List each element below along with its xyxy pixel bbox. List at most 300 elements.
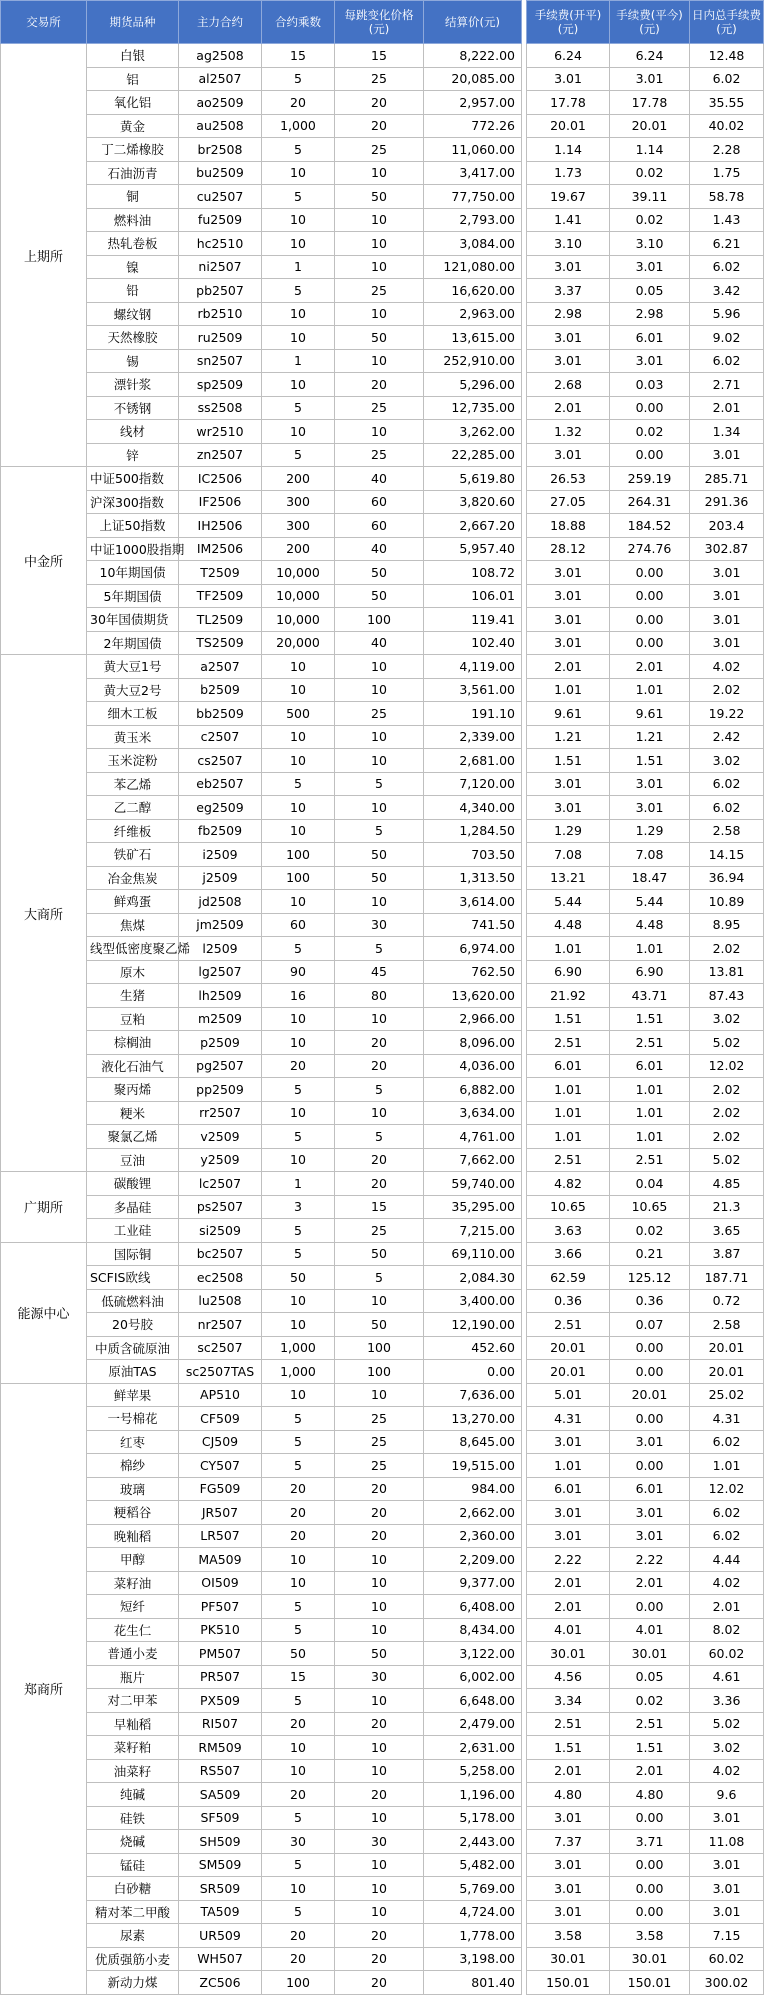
cell-fee-close-today[interactable]: 0.00 bbox=[610, 1407, 690, 1431]
cell-multiplier[interactable]: 1 bbox=[262, 255, 335, 279]
cell-fee-open-close[interactable]: 10.65 bbox=[527, 1195, 610, 1219]
cell-fee-day-total[interactable]: 12.02 bbox=[690, 1477, 764, 1501]
table-row[interactable] bbox=[1, 1524, 764, 1548]
cell-fee-day-total[interactable]: 3.01 bbox=[690, 443, 764, 467]
cell-tick-value[interactable]: 10 bbox=[335, 1759, 424, 1783]
cell-fee-open-close[interactable]: 2.01 bbox=[527, 1571, 610, 1595]
cell-contract[interactable]: ru2509 bbox=[179, 326, 262, 350]
cell-settle-price[interactable]: 3,820.60 bbox=[424, 490, 522, 514]
cell-exchange[interactable]: 中金所 bbox=[1, 467, 87, 655]
cell-contract[interactable]: rb2510 bbox=[179, 302, 262, 326]
cell-fee-day-total[interactable]: 3.42 bbox=[690, 279, 764, 303]
cell-settle-price[interactable]: 8,096.00 bbox=[424, 1031, 522, 1055]
cell-fee-open-close[interactable]: 3.10 bbox=[527, 232, 610, 256]
table-row[interactable] bbox=[1, 1618, 764, 1642]
cell-multiplier[interactable]: 200 bbox=[262, 467, 335, 491]
cell-tick-value[interactable]: 25 bbox=[335, 443, 424, 467]
cell-contract[interactable]: sc2507 bbox=[179, 1336, 262, 1360]
cell-contract[interactable]: cu2507 bbox=[179, 185, 262, 209]
cell-multiplier[interactable]: 10 bbox=[262, 1031, 335, 1055]
cell-product[interactable]: 苯乙烯 bbox=[87, 772, 179, 796]
cell-product[interactable]: 20号胶 bbox=[87, 1313, 179, 1337]
cell-fee-close-today[interactable]: 184.52 bbox=[610, 514, 690, 538]
cell-multiplier[interactable]: 100 bbox=[262, 843, 335, 867]
table-row[interactable] bbox=[1, 1830, 764, 1854]
cell-multiplier[interactable]: 1 bbox=[262, 1172, 335, 1196]
cell-contract[interactable]: a2507 bbox=[179, 655, 262, 679]
cell-fee-open-close[interactable]: 2.68 bbox=[527, 373, 610, 397]
cell-multiplier[interactable]: 20,000 bbox=[262, 631, 335, 655]
cell-tick-value[interactable]: 30 bbox=[335, 1665, 424, 1689]
cell-product[interactable]: 聚丙烯 bbox=[87, 1078, 179, 1102]
cell-tick-value[interactable]: 10 bbox=[335, 1101, 424, 1125]
table-row[interactable] bbox=[1, 537, 764, 561]
cell-tick-value[interactable]: 10 bbox=[335, 161, 424, 185]
cell-fee-close-today[interactable]: 1.14 bbox=[610, 138, 690, 162]
table-row[interactable] bbox=[1, 1195, 764, 1219]
cell-multiplier[interactable]: 10 bbox=[262, 749, 335, 773]
cell-multiplier[interactable]: 10 bbox=[262, 326, 335, 350]
cell-fee-day-total[interactable]: 9.02 bbox=[690, 326, 764, 350]
cell-settle-price[interactable]: 13,620.00 bbox=[424, 984, 522, 1008]
cell-contract[interactable]: bc2507 bbox=[179, 1242, 262, 1266]
cell-fee-open-close[interactable]: 3.01 bbox=[527, 255, 610, 279]
cell-product[interactable]: 短纤 bbox=[87, 1595, 179, 1619]
cell-settle-price[interactable]: 5,296.00 bbox=[424, 373, 522, 397]
cell-fee-open-close[interactable]: 1.01 bbox=[527, 1101, 610, 1125]
cell-contract[interactable]: IC2506 bbox=[179, 467, 262, 491]
cell-product[interactable]: 氧化铝 bbox=[87, 91, 179, 115]
table-row[interactable] bbox=[1, 631, 764, 655]
cell-fee-close-today[interactable]: 1.01 bbox=[610, 1101, 690, 1125]
cell-tick-value[interactable]: 50 bbox=[335, 843, 424, 867]
cell-tick-value[interactable]: 20 bbox=[335, 1783, 424, 1807]
cell-fee-day-total[interactable]: 3.01 bbox=[690, 1900, 764, 1924]
cell-multiplier[interactable]: 10 bbox=[262, 1289, 335, 1313]
cell-product[interactable]: 30年国债期货 bbox=[87, 608, 179, 632]
cell-product[interactable]: 冶金焦炭 bbox=[87, 866, 179, 890]
cell-product[interactable]: 线材 bbox=[87, 420, 179, 444]
cell-fee-open-close[interactable]: 5.01 bbox=[527, 1383, 610, 1407]
cell-exchange[interactable]: 广期所 bbox=[1, 1172, 87, 1243]
cell-tick-value[interactable]: 60 bbox=[335, 490, 424, 514]
cell-contract[interactable]: FG509 bbox=[179, 1477, 262, 1501]
cell-product[interactable]: 天然橡胶 bbox=[87, 326, 179, 350]
cell-multiplier[interactable]: 20 bbox=[262, 1501, 335, 1525]
cell-fee-close-today[interactable]: 0.02 bbox=[610, 420, 690, 444]
table-row[interactable] bbox=[1, 1454, 764, 1478]
cell-multiplier[interactable]: 10 bbox=[262, 725, 335, 749]
cell-product[interactable]: 精对苯二甲酸 bbox=[87, 1900, 179, 1924]
cell-fee-open-close[interactable]: 2.01 bbox=[527, 1759, 610, 1783]
cell-fee-day-total[interactable]: 6.02 bbox=[690, 1430, 764, 1454]
cell-contract[interactable]: l2509 bbox=[179, 937, 262, 961]
cell-fee-close-today[interactable]: 259.19 bbox=[610, 467, 690, 491]
cell-tick-value[interactable]: 10 bbox=[335, 302, 424, 326]
table-row[interactable] bbox=[1, 1806, 764, 1830]
cell-tick-value[interactable]: 10 bbox=[335, 208, 424, 232]
cell-contract[interactable]: wr2510 bbox=[179, 420, 262, 444]
cell-tick-value[interactable]: 25 bbox=[335, 1219, 424, 1243]
cell-fee-open-close[interactable]: 30.01 bbox=[527, 1947, 610, 1971]
table-row[interactable] bbox=[1, 1219, 764, 1243]
cell-fee-day-total[interactable]: 3.65 bbox=[690, 1219, 764, 1243]
table-row[interactable] bbox=[1, 1336, 764, 1360]
cell-fee-day-total[interactable]: 8.95 bbox=[690, 913, 764, 937]
table-row[interactable] bbox=[1, 1125, 764, 1149]
cell-product[interactable]: 聚氯乙烯 bbox=[87, 1125, 179, 1149]
cell-contract[interactable]: AP510 bbox=[179, 1383, 262, 1407]
cell-fee-day-total[interactable]: 285.71 bbox=[690, 467, 764, 491]
cell-fee-open-close[interactable]: 3.63 bbox=[527, 1219, 610, 1243]
cell-fee-open-close[interactable]: 5.44 bbox=[527, 890, 610, 914]
cell-contract[interactable]: PM507 bbox=[179, 1642, 262, 1666]
cell-settle-price[interactable]: 452.60 bbox=[424, 1336, 522, 1360]
cell-multiplier[interactable]: 30 bbox=[262, 1830, 335, 1854]
cell-settle-price[interactable]: 7,215.00 bbox=[424, 1219, 522, 1243]
cell-tick-value[interactable]: 10 bbox=[335, 232, 424, 256]
cell-settle-price[interactable]: 191.10 bbox=[424, 702, 522, 726]
cell-fee-day-total[interactable]: 3.01 bbox=[690, 584, 764, 608]
cell-product[interactable]: 纯碱 bbox=[87, 1783, 179, 1807]
table-row[interactable] bbox=[1, 960, 764, 984]
cell-tick-value[interactable]: 50 bbox=[335, 185, 424, 209]
cell-settle-price[interactable]: 3,614.00 bbox=[424, 890, 522, 914]
cell-contract[interactable]: RM509 bbox=[179, 1736, 262, 1760]
cell-tick-value[interactable]: 5 bbox=[335, 937, 424, 961]
cell-tick-value[interactable]: 30 bbox=[335, 913, 424, 937]
cell-fee-close-today[interactable]: 3.01 bbox=[610, 255, 690, 279]
cell-fee-day-total[interactable]: 3.02 bbox=[690, 1736, 764, 1760]
cell-fee-close-today[interactable]: 4.01 bbox=[610, 1618, 690, 1642]
cell-settle-price[interactable]: 11,060.00 bbox=[424, 138, 522, 162]
cell-product[interactable]: 中证1000股指期 bbox=[87, 537, 179, 561]
cell-product[interactable]: 新动力煤 bbox=[87, 1971, 179, 1995]
cell-tick-value[interactable]: 80 bbox=[335, 984, 424, 1008]
cell-multiplier[interactable]: 100 bbox=[262, 866, 335, 890]
cell-fee-close-today[interactable]: 0.00 bbox=[610, 631, 690, 655]
cell-fee-close-today[interactable]: 1.51 bbox=[610, 1736, 690, 1760]
cell-fee-open-close[interactable]: 1.01 bbox=[527, 1454, 610, 1478]
cell-fee-day-total[interactable]: 2.58 bbox=[690, 1313, 764, 1337]
cell-contract[interactable]: ag2508 bbox=[179, 44, 262, 68]
cell-contract[interactable]: SF509 bbox=[179, 1806, 262, 1830]
cell-settle-price[interactable]: 3,417.00 bbox=[424, 161, 522, 185]
cell-contract[interactable]: b2509 bbox=[179, 678, 262, 702]
cell-contract[interactable]: br2508 bbox=[179, 138, 262, 162]
cell-tick-value[interactable]: 50 bbox=[335, 866, 424, 890]
cell-fee-day-total[interactable]: 60.02 bbox=[690, 1642, 764, 1666]
cell-settle-price[interactable]: 20,085.00 bbox=[424, 67, 522, 91]
cell-fee-close-today[interactable]: 10.65 bbox=[610, 1195, 690, 1219]
cell-tick-value[interactable]: 10 bbox=[335, 420, 424, 444]
cell-tick-value[interactable]: 20 bbox=[335, 1148, 424, 1172]
cell-multiplier[interactable]: 10 bbox=[262, 1313, 335, 1337]
cell-contract[interactable]: PR507 bbox=[179, 1665, 262, 1689]
cell-fee-close-today[interactable]: 7.08 bbox=[610, 843, 690, 867]
cell-fee-close-today[interactable]: 2.98 bbox=[610, 302, 690, 326]
cell-tick-value[interactable]: 40 bbox=[335, 631, 424, 655]
cell-product[interactable]: 早籼稻 bbox=[87, 1712, 179, 1736]
table-row[interactable] bbox=[1, 1172, 764, 1196]
cell-fee-day-total[interactable]: 4.61 bbox=[690, 1665, 764, 1689]
cell-multiplier[interactable]: 20 bbox=[262, 1477, 335, 1501]
cell-fee-open-close[interactable]: 3.01 bbox=[527, 631, 610, 655]
table-row[interactable] bbox=[1, 490, 764, 514]
cell-contract[interactable]: ni2507 bbox=[179, 255, 262, 279]
header-fee-close-today[interactable]: 手续费(平今)(元) bbox=[610, 1, 690, 44]
cell-tick-value[interactable]: 30 bbox=[335, 1830, 424, 1854]
cell-product[interactable]: 粳米 bbox=[87, 1101, 179, 1125]
header-contract[interactable]: 主力合约 bbox=[179, 1, 262, 44]
cell-fee-day-total[interactable]: 2.02 bbox=[690, 1078, 764, 1102]
cell-product[interactable]: 低硫燃料油 bbox=[87, 1289, 179, 1313]
cell-multiplier[interactable]: 1,000 bbox=[262, 114, 335, 138]
cell-contract[interactable]: TL2509 bbox=[179, 608, 262, 632]
cell-settle-price[interactable]: 2,963.00 bbox=[424, 302, 522, 326]
cell-tick-value[interactable]: 25 bbox=[335, 1430, 424, 1454]
cell-contract[interactable]: eg2509 bbox=[179, 796, 262, 820]
cell-product[interactable]: 一号棉花 bbox=[87, 1407, 179, 1431]
cell-multiplier[interactable]: 1 bbox=[262, 349, 335, 373]
cell-fee-open-close[interactable]: 17.78 bbox=[527, 91, 610, 115]
cell-settle-price[interactable]: 4,119.00 bbox=[424, 655, 522, 679]
cell-multiplier[interactable]: 16 bbox=[262, 984, 335, 1008]
table-row[interactable] bbox=[1, 1900, 764, 1924]
table-row[interactable] bbox=[1, 1383, 764, 1407]
table-row[interactable] bbox=[1, 1101, 764, 1125]
cell-multiplier[interactable]: 10 bbox=[262, 232, 335, 256]
cell-product[interactable]: 瓶片 bbox=[87, 1665, 179, 1689]
cell-contract[interactable]: TA509 bbox=[179, 1900, 262, 1924]
cell-fee-close-today[interactable]: 2.51 bbox=[610, 1148, 690, 1172]
cell-fee-open-close[interactable]: 9.61 bbox=[527, 702, 610, 726]
cell-tick-value[interactable]: 40 bbox=[335, 467, 424, 491]
cell-multiplier[interactable]: 20 bbox=[262, 1054, 335, 1078]
cell-fee-close-today[interactable]: 3.01 bbox=[610, 1430, 690, 1454]
cell-tick-value[interactable]: 40 bbox=[335, 537, 424, 561]
cell-contract[interactable]: pp2509 bbox=[179, 1078, 262, 1102]
cell-multiplier[interactable]: 5 bbox=[262, 1595, 335, 1619]
cell-fee-open-close[interactable]: 3.34 bbox=[527, 1689, 610, 1713]
cell-product[interactable]: 粳稻谷 bbox=[87, 1501, 179, 1525]
header-fee-day-total[interactable]: 日内总手续费(元) bbox=[690, 1, 764, 44]
table-row[interactable] bbox=[1, 702, 764, 726]
cell-fee-day-total[interactable]: 0.72 bbox=[690, 1289, 764, 1313]
cell-fee-close-today[interactable]: 3.01 bbox=[610, 796, 690, 820]
cell-fee-close-today[interactable]: 0.00 bbox=[610, 443, 690, 467]
cell-product[interactable]: 生猪 bbox=[87, 984, 179, 1008]
cell-settle-price[interactable]: 35,295.00 bbox=[424, 1195, 522, 1219]
cell-fee-close-today[interactable]: 4.48 bbox=[610, 913, 690, 937]
table-row[interactable] bbox=[1, 1665, 764, 1689]
cell-multiplier[interactable]: 10 bbox=[262, 1736, 335, 1760]
cell-fee-day-total[interactable]: 3.01 bbox=[690, 1853, 764, 1877]
cell-product[interactable]: 铅 bbox=[87, 279, 179, 303]
cell-tick-value[interactable]: 20 bbox=[335, 114, 424, 138]
cell-contract[interactable]: lu2508 bbox=[179, 1289, 262, 1313]
table-row[interactable] bbox=[1, 91, 764, 115]
cell-product[interactable]: 焦煤 bbox=[87, 913, 179, 937]
cell-fee-open-close[interactable]: 3.01 bbox=[527, 1430, 610, 1454]
cell-fee-open-close[interactable]: 6.01 bbox=[527, 1054, 610, 1078]
cell-product[interactable]: 鲜鸡蛋 bbox=[87, 890, 179, 914]
cell-fee-day-total[interactable]: 1.43 bbox=[690, 208, 764, 232]
cell-multiplier[interactable]: 20 bbox=[262, 91, 335, 115]
table-row[interactable] bbox=[1, 349, 764, 373]
cell-tick-value[interactable]: 60 bbox=[335, 514, 424, 538]
table-row[interactable] bbox=[1, 67, 764, 91]
cell-fee-day-total[interactable]: 6.02 bbox=[690, 67, 764, 91]
cell-product[interactable]: 烧碱 bbox=[87, 1830, 179, 1854]
cell-settle-price[interactable]: 8,434.00 bbox=[424, 1618, 522, 1642]
cell-tick-value[interactable]: 50 bbox=[335, 326, 424, 350]
cell-settle-price[interactable]: 59,740.00 bbox=[424, 1172, 522, 1196]
cell-fee-open-close[interactable]: 4.82 bbox=[527, 1172, 610, 1196]
cell-fee-day-total[interactable]: 6.21 bbox=[690, 232, 764, 256]
cell-multiplier[interactable]: 10 bbox=[262, 1101, 335, 1125]
cell-contract[interactable]: RI507 bbox=[179, 1712, 262, 1736]
cell-fee-open-close[interactable]: 20.01 bbox=[527, 114, 610, 138]
cell-multiplier[interactable]: 10 bbox=[262, 678, 335, 702]
cell-fee-day-total[interactable]: 6.02 bbox=[690, 1524, 764, 1548]
cell-contract[interactable]: zn2507 bbox=[179, 443, 262, 467]
cell-fee-day-total[interactable]: 14.15 bbox=[690, 843, 764, 867]
cell-contract[interactable]: hc2510 bbox=[179, 232, 262, 256]
cell-fee-close-today[interactable]: 3.01 bbox=[610, 1524, 690, 1548]
cell-fee-day-total[interactable]: 10.89 bbox=[690, 890, 764, 914]
cell-tick-value[interactable]: 20 bbox=[335, 1501, 424, 1525]
cell-product[interactable]: 螺纹钢 bbox=[87, 302, 179, 326]
table-row[interactable] bbox=[1, 1501, 764, 1525]
cell-fee-open-close[interactable]: 26.53 bbox=[527, 467, 610, 491]
cell-fee-day-total[interactable]: 2.02 bbox=[690, 678, 764, 702]
cell-multiplier[interactable]: 5 bbox=[262, 1806, 335, 1830]
cell-settle-price[interactable]: 2,667.20 bbox=[424, 514, 522, 538]
cell-tick-value[interactable]: 15 bbox=[335, 44, 424, 68]
table-row[interactable] bbox=[1, 1783, 764, 1807]
cell-fee-day-total[interactable]: 87.43 bbox=[690, 984, 764, 1008]
table-row[interactable] bbox=[1, 185, 764, 209]
cell-fee-close-today[interactable]: 3.01 bbox=[610, 772, 690, 796]
cell-product[interactable]: 线型低密度聚乙烯 bbox=[87, 937, 179, 961]
cell-product[interactable]: 细木工板 bbox=[87, 702, 179, 726]
cell-contract[interactable]: T2509 bbox=[179, 561, 262, 585]
cell-settle-price[interactable]: 4,761.00 bbox=[424, 1125, 522, 1149]
cell-multiplier[interactable]: 5 bbox=[262, 1407, 335, 1431]
cell-tick-value[interactable]: 50 bbox=[335, 561, 424, 585]
cell-fee-day-total[interactable]: 5.02 bbox=[690, 1148, 764, 1172]
cell-tick-value[interactable]: 10 bbox=[335, 890, 424, 914]
cell-tick-value[interactable]: 20 bbox=[335, 1172, 424, 1196]
cell-fee-close-today[interactable]: 0.00 bbox=[610, 1853, 690, 1877]
cell-fee-day-total[interactable]: 4.85 bbox=[690, 1172, 764, 1196]
cell-contract[interactable]: jd2508 bbox=[179, 890, 262, 914]
cell-tick-value[interactable]: 5 bbox=[335, 772, 424, 796]
cell-settle-price[interactable]: 7,636.00 bbox=[424, 1383, 522, 1407]
cell-tick-value[interactable]: 10 bbox=[335, 1007, 424, 1031]
cell-multiplier[interactable]: 15 bbox=[262, 1665, 335, 1689]
cell-tick-value[interactable]: 10 bbox=[335, 655, 424, 679]
cell-settle-price[interactable]: 9,377.00 bbox=[424, 1571, 522, 1595]
cell-fee-day-total[interactable]: 3.01 bbox=[690, 561, 764, 585]
cell-multiplier[interactable]: 10 bbox=[262, 1007, 335, 1031]
table-row[interactable] bbox=[1, 138, 764, 162]
cell-contract[interactable]: pb2507 bbox=[179, 279, 262, 303]
cell-settle-price[interactable]: 77,750.00 bbox=[424, 185, 522, 209]
cell-fee-day-total[interactable]: 6.02 bbox=[690, 796, 764, 820]
cell-fee-day-total[interactable]: 291.36 bbox=[690, 490, 764, 514]
table-row[interactable] bbox=[1, 655, 764, 679]
cell-product[interactable]: 原木 bbox=[87, 960, 179, 984]
cell-fee-open-close[interactable]: 1.01 bbox=[527, 678, 610, 702]
cell-tick-value[interactable]: 100 bbox=[335, 1336, 424, 1360]
cell-tick-value[interactable]: 10 bbox=[335, 1383, 424, 1407]
cell-contract[interactable]: TS2509 bbox=[179, 631, 262, 655]
table-row[interactable] bbox=[1, 772, 764, 796]
cell-contract[interactable]: v2509 bbox=[179, 1125, 262, 1149]
cell-settle-price[interactable]: 3,122.00 bbox=[424, 1642, 522, 1666]
cell-tick-value[interactable]: 50 bbox=[335, 1642, 424, 1666]
cell-settle-price[interactable]: 2,966.00 bbox=[424, 1007, 522, 1031]
cell-contract[interactable]: UR509 bbox=[179, 1924, 262, 1948]
cell-fee-close-today[interactable]: 125.12 bbox=[610, 1266, 690, 1290]
table-row[interactable] bbox=[1, 1031, 764, 1055]
cell-fee-close-today[interactable]: 0.00 bbox=[610, 1900, 690, 1924]
cell-contract[interactable]: eb2507 bbox=[179, 772, 262, 796]
header-product[interactable]: 期货品种 bbox=[87, 1, 179, 44]
cell-tick-value[interactable]: 45 bbox=[335, 960, 424, 984]
cell-settle-price[interactable]: 5,482.00 bbox=[424, 1853, 522, 1877]
cell-exchange[interactable]: 能源中心 bbox=[1, 1242, 87, 1383]
cell-product[interactable]: 黄大豆2号 bbox=[87, 678, 179, 702]
cell-fee-day-total[interactable]: 187.71 bbox=[690, 1266, 764, 1290]
cell-product[interactable]: 黄玉米 bbox=[87, 725, 179, 749]
cell-multiplier[interactable]: 500 bbox=[262, 702, 335, 726]
cell-fee-close-today[interactable]: 264.31 bbox=[610, 490, 690, 514]
cell-product[interactable]: 工业硅 bbox=[87, 1219, 179, 1243]
cell-fee-close-today[interactable]: 0.00 bbox=[610, 608, 690, 632]
cell-fee-day-total[interactable]: 6.02 bbox=[690, 1501, 764, 1525]
cell-fee-close-today[interactable]: 0.00 bbox=[610, 396, 690, 420]
cell-fee-close-today[interactable]: 6.24 bbox=[610, 44, 690, 68]
cell-product[interactable]: 铁矿石 bbox=[87, 843, 179, 867]
cell-settle-price[interactable]: 3,400.00 bbox=[424, 1289, 522, 1313]
cell-fee-open-close[interactable]: 3.37 bbox=[527, 279, 610, 303]
cell-fee-day-total[interactable]: 2.01 bbox=[690, 1595, 764, 1619]
cell-fee-close-today[interactable]: 0.05 bbox=[610, 1665, 690, 1689]
cell-settle-price[interactable]: 13,615.00 bbox=[424, 326, 522, 350]
cell-multiplier[interactable]: 5 bbox=[262, 1078, 335, 1102]
table-row[interactable] bbox=[1, 208, 764, 232]
cell-multiplier[interactable]: 20 bbox=[262, 1524, 335, 1548]
cell-tick-value[interactable]: 10 bbox=[335, 1548, 424, 1572]
cell-settle-price[interactable]: 3,262.00 bbox=[424, 420, 522, 444]
cell-fee-close-today[interactable]: 0.00 bbox=[610, 584, 690, 608]
table-row[interactable] bbox=[1, 1148, 764, 1172]
cell-fee-open-close[interactable]: 1.51 bbox=[527, 749, 610, 773]
cell-multiplier[interactable]: 100 bbox=[262, 1971, 335, 1995]
cell-contract[interactable]: sc2507TAS bbox=[179, 1360, 262, 1384]
table-row[interactable] bbox=[1, 326, 764, 350]
cell-fee-day-total[interactable]: 2.71 bbox=[690, 373, 764, 397]
cell-multiplier[interactable]: 5 bbox=[262, 1618, 335, 1642]
cell-fee-open-close[interactable]: 3.58 bbox=[527, 1924, 610, 1948]
cell-tick-value[interactable]: 5 bbox=[335, 1125, 424, 1149]
cell-fee-open-close[interactable]: 1.14 bbox=[527, 138, 610, 162]
cell-multiplier[interactable]: 3 bbox=[262, 1195, 335, 1219]
cell-settle-price[interactable]: 703.50 bbox=[424, 843, 522, 867]
